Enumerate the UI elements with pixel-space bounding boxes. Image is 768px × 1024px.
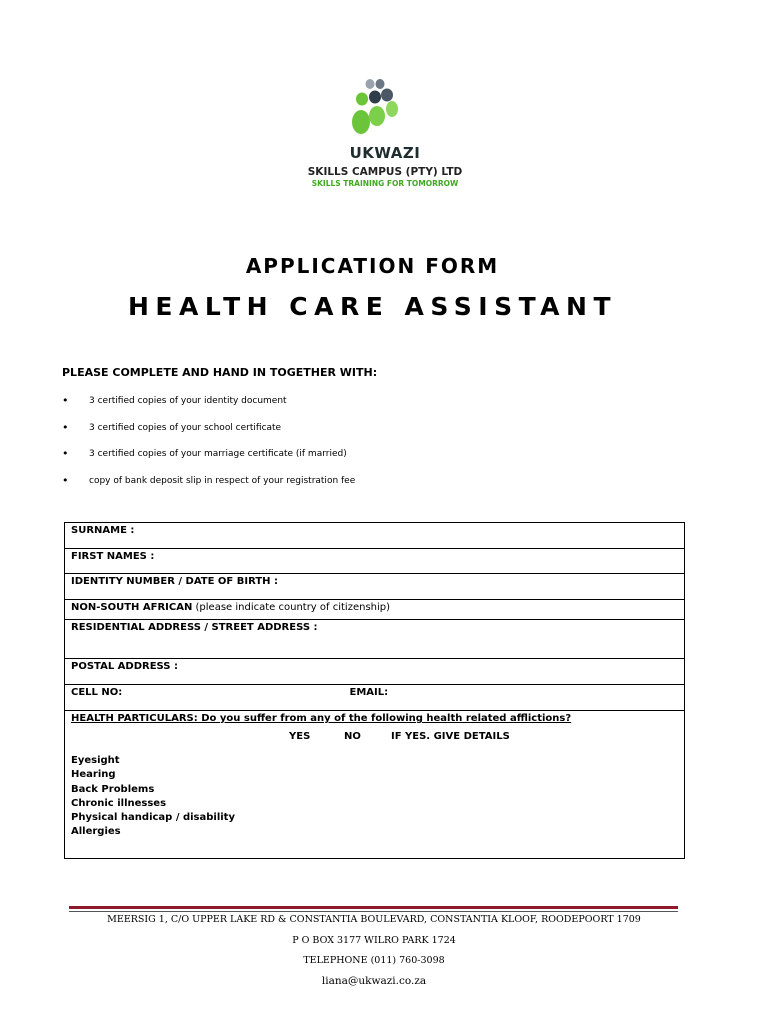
logo-company-name: UKWAZI	[349, 144, 421, 162]
surname-field[interactable]	[65, 523, 685, 549]
no-column-label: NO	[344, 731, 361, 742]
requirement-item: • copy of bank deposit slip in respect of your registration fee	[62, 474, 355, 501]
footer-address: MEERSIG 1, C/O UPPER LAKE RD & CONSTANTIA BOULEVARD, CONSTANTIA KLOOF, ROODEPOORT 1709	[107, 914, 641, 925]
postal-address-field[interactable]	[65, 659, 685, 685]
affliction-item: Back Problems	[71, 783, 155, 795]
health-particulars-header: HEALTH PARTICULARS: Do you suffer from any of the following health related afflictions?	[71, 713, 572, 724]
citizenship-field[interactable]	[65, 600, 685, 620]
cell-field[interactable]	[65, 685, 344, 711]
health-columns	[71, 724, 678, 746]
company-logo	[300, 76, 470, 196]
footer-rule-thin	[69, 911, 678, 912]
health-particulars-field[interactable]	[65, 711, 685, 859]
residential-address-label: RESIDENTIAL ADDRESS / STREET ADDRESS :	[71, 622, 318, 633]
cell-label: CELL NO:	[71, 687, 123, 698]
non-sa-note: (please indicate country of citizenship)	[195, 602, 391, 613]
affliction-item: Chronic illnesses	[71, 797, 167, 809]
footer-email[interactable]: liana@ukwazi.co.za	[321, 975, 427, 987]
details-column-label: IF YES. GIVE DETAILS	[391, 731, 510, 742]
affliction-item: Eyesight	[71, 755, 120, 766]
footer-telephone: TELEPHONE (011) 760-3098	[303, 955, 445, 966]
instructions-heading: PLEASE COMPLETE AND HAND IN TOGETHER WITH:	[62, 366, 378, 379]
course-title: HEALTH CARE ASSISTANT	[127, 292, 618, 321]
email-field[interactable]	[344, 685, 685, 711]
requirement-item: • 3 certified copies of your marriage certificate (if married)	[62, 447, 355, 474]
non-sa-label: NON-SOUTH AFRICAN	[71, 602, 193, 613]
logo-tagline: SKILLS TRAINING FOR TOMORROW	[311, 179, 459, 188]
form-title: APPLICATION FORM	[245, 254, 500, 278]
logo-subtitle: SKILLS CAMPUS (PTY) LTD	[307, 166, 463, 178]
application-form-table	[64, 522, 685, 859]
postal-address-label: POSTAL ADDRESS :	[71, 661, 178, 672]
yes-column-label: YES	[289, 731, 311, 742]
footer-rule	[69, 906, 678, 909]
requirements-list	[62, 394, 355, 500]
first-names-label: FIRST NAMES :	[71, 551, 155, 562]
affliction-item: Hearing	[71, 769, 116, 781]
surname-label: SURNAME :	[71, 525, 135, 536]
id-dob-field[interactable]	[65, 574, 685, 600]
afflictions-list	[71, 754, 678, 840]
email-label: EMAIL:	[349, 687, 389, 698]
requirement-item: • 3 certified copies of your school certificate	[62, 421, 355, 448]
affliction-item: Physical handicap / disability	[71, 812, 235, 824]
requirement-item: • 3 certified copies of your identity document	[62, 394, 355, 421]
first-names-field[interactable]	[65, 549, 685, 574]
footer-po-box: P O BOX 3177 WILRO PARK 1724	[292, 935, 456, 946]
residential-address-field[interactable]	[65, 620, 685, 659]
logo-dots-icon	[348, 76, 422, 140]
id-dob-label: IDENTITY NUMBER / DATE OF BIRTH :	[71, 576, 278, 587]
affliction-item: Allergies	[71, 826, 121, 838]
